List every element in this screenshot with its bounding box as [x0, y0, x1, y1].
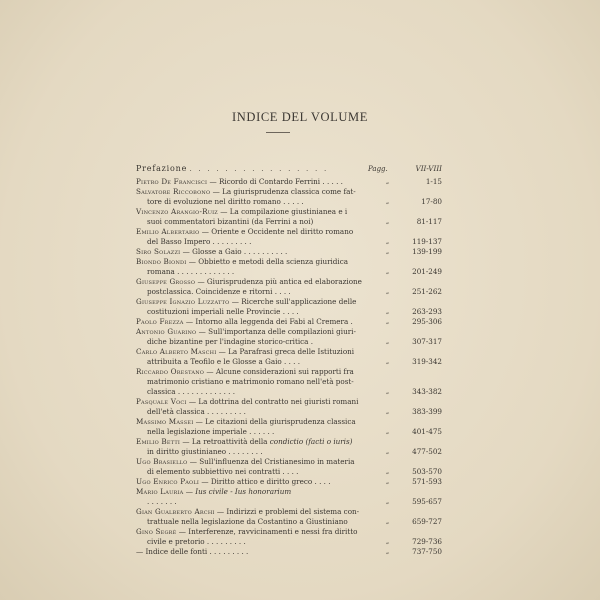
entry-text: costituzioni imperiali nelle Provincie . . . .: [147, 307, 299, 316]
entry-text: — La dottrina del contratto nei giuristi romani: [188, 397, 359, 406]
toc-line: [136, 457, 591, 467]
entry-author: Riccardo Orestano: [136, 367, 205, 376]
toc-entry: [136, 317, 591, 327]
toc-line: [136, 227, 591, 237]
toc-line: [136, 417, 591, 427]
toc-line: [136, 327, 591, 337]
page-ditto-mark: „: [386, 518, 390, 525]
entry-text: del Basso Impero . . . . . . . . .: [147, 237, 252, 246]
toc-line: [136, 397, 591, 407]
toc-entry: [136, 437, 591, 457]
preface-pages: VII-VIII: [415, 164, 442, 173]
toc-line: [136, 237, 591, 247]
entry-author: Ugo Enrico Paoli: [136, 477, 200, 486]
entry-pages: 343-382: [412, 387, 442, 396]
toc-entry: [136, 257, 591, 277]
entry-author: Giuseppe Ignazio Luzzatto: [136, 297, 230, 306]
entry-author: Carlo Alberto Maschi: [136, 347, 217, 356]
entry-text: — Intorno alla leggenda dei Fabi al Cremera .: [185, 317, 353, 326]
entry-text: — La retroattività della: [182, 437, 270, 446]
entry-author: Giuseppe Grosso: [136, 277, 196, 286]
toc-entry: [136, 247, 591, 257]
entry-pages: 595-657: [412, 497, 442, 506]
toc-entry-preface: [136, 164, 591, 174]
entry-text: — Interferenze, ravvicinamenti e nessi fra diritto: [178, 527, 358, 536]
entry-pages: 251-262: [412, 287, 442, 296]
entry-text: romana . . . . . . . . . . . . .: [147, 267, 235, 276]
toc-entry: [136, 507, 591, 527]
entry-text: — Ricordo di Contardo Ferrini . . . . .: [209, 177, 343, 186]
toc-line: [136, 527, 591, 537]
entry-pages: 729-736: [412, 537, 442, 546]
toc-line: [136, 217, 591, 227]
entry-pages: 477-502: [412, 447, 442, 456]
page-ditto-mark: „: [386, 218, 390, 225]
entry-text: — La giurisprudenza classica come fat-: [212, 187, 356, 196]
toc-line: [136, 347, 591, 357]
page-ditto-mark: „: [386, 548, 390, 555]
entry-text: — Ricerche sull'applicazione delle: [231, 297, 357, 306]
entry-author: Gino Segrè: [136, 527, 177, 536]
entry-author: Antonio Guarino: [136, 327, 197, 336]
entry-text: di elemento subbiettivo nei contratti . . . .: [147, 467, 299, 476]
toc-line: [136, 467, 591, 477]
entry-text: dell'età classica . . . . . . . . .: [147, 407, 246, 416]
pagg-label: Pagg.: [368, 165, 388, 173]
entry-pages: 383-399: [412, 407, 442, 416]
entry-text: nella legislazione imperiale . . . . . .: [147, 427, 275, 436]
entry-author: Pasquale Voci: [136, 397, 187, 406]
entry-pages: 307-317: [412, 337, 442, 346]
entry-author: Vincenzo Arangio-Ruiz: [136, 207, 218, 216]
entry-italic-text: Ius civile - Ius honorarium: [195, 487, 292, 496]
entry-text: — Indice delle fonti . . . . . . . . .: [136, 547, 249, 556]
page-ditto-mark: „: [386, 248, 390, 255]
toc-entry: [136, 297, 591, 317]
entry-text: in diritto giustinianeo . . . . . . . .: [147, 447, 263, 456]
page-ditto-mark: „: [386, 308, 390, 315]
entry-text: postclassica. Coincidenze e ritorni . . . .: [147, 287, 291, 296]
entry-text: . . . . . . .: [147, 497, 177, 506]
entry-pages: 319-342: [412, 357, 442, 366]
toc-line: [136, 367, 591, 377]
toc-line: [136, 257, 591, 267]
table-of-contents: [136, 164, 591, 557]
entry-text: — La compilazione giustinianea e i: [220, 207, 348, 216]
entry-pages: 17-80: [421, 197, 442, 206]
entry-author: Biondo Biondi: [136, 257, 187, 266]
entry-text: — Diritto attico e diritto greco . . . .: [201, 477, 331, 486]
toc-line: [136, 307, 591, 317]
preface-dots: . . . . . . . . . . . . . . . .: [189, 164, 329, 173]
toc-entry: [136, 227, 591, 247]
entry-text: civile e pretorio . . . . . . . . .: [147, 537, 246, 546]
entry-pages: 263-293: [412, 307, 442, 316]
toc-line: [136, 437, 591, 447]
entry-author: Emilio Betti: [136, 437, 181, 446]
page-ditto-mark: „: [386, 288, 390, 295]
entry-author: Emilio Albertario: [136, 227, 200, 236]
entry-text: tore di evoluzione nel diritto romano . . . . .: [147, 197, 304, 206]
preface-label: Prefazione: [136, 164, 188, 173]
entry-text: — Alcune considerazioni sui rapporti fra: [206, 367, 354, 376]
entry-pages: 571-593: [412, 477, 442, 486]
page-ditto-mark: „: [386, 538, 390, 545]
page-ditto-mark: „: [386, 338, 390, 345]
page-ditto-mark: „: [386, 388, 390, 395]
page-ditto-mark: „: [386, 448, 390, 455]
toc-line: [136, 447, 591, 457]
entry-text: — Glosse a Gaio . . . . . . . . . .: [182, 247, 288, 256]
toc-entry: [136, 417, 591, 437]
entry-text: — Indirizzi e problemi del sistema con-: [216, 507, 360, 516]
entry-text: diche bizantine per l'indagine storico-critica .: [147, 337, 314, 346]
toc-entry: [136, 347, 591, 367]
page-ditto-mark: „: [386, 358, 390, 365]
toc-entry: [136, 327, 591, 347]
toc-line: [136, 337, 591, 347]
entry-text: — Le citazioni della giurisprudenza classica: [195, 417, 356, 426]
entry-author: Paolo Frezza: [136, 317, 184, 326]
entry-pages: 139-199: [412, 247, 442, 256]
entry-author: Massimo Massei: [136, 417, 194, 426]
entry-author: Siro Solazzi: [136, 247, 181, 256]
toc-line: [136, 357, 591, 367]
toc-line: [136, 177, 591, 187]
entry-italic-text: condictio (facti o iuris): [269, 437, 353, 446]
toc-entry: [136, 547, 591, 557]
entry-text: suoi commentatori bizantini (da Ferrini a noi): [147, 217, 314, 226]
entry-pages: 401-475: [412, 427, 442, 436]
toc-entry: [136, 477, 591, 487]
toc-line: [136, 267, 591, 277]
entry-pages: 119-137: [412, 237, 442, 246]
toc-line: [136, 187, 591, 197]
toc-entries: [136, 177, 591, 557]
toc-line: [136, 497, 591, 507]
toc-line: [136, 297, 591, 307]
page-ditto-mark: „: [386, 498, 390, 505]
page-ditto-mark: „: [386, 428, 390, 435]
entry-pages: 1-15: [425, 177, 442, 186]
toc-line: [136, 247, 591, 257]
page-title: INDICE DEL VOLUME: [232, 110, 368, 124]
title-rule: [266, 132, 290, 133]
toc-entry: [136, 367, 591, 397]
toc-line: [136, 507, 591, 517]
entry-text: — Oriente e Occidente nel diritto romano: [201, 227, 354, 236]
page-ditto-mark: „: [386, 318, 390, 325]
entry-text: classica . . . . . . . . . . . . .: [147, 387, 235, 396]
toc-line: [136, 287, 591, 297]
toc-line: [136, 377, 591, 387]
toc-entry: [136, 277, 591, 297]
toc-line: [136, 387, 591, 397]
page-ditto-mark: „: [386, 198, 390, 205]
entry-author: Ugo Brasiello: [136, 457, 188, 466]
page-ditto-mark: „: [386, 268, 390, 275]
toc-line: [136, 207, 591, 217]
toc-line: [136, 487, 591, 497]
entry-text: — La Parafrasi greca delle Istituzioni: [218, 347, 355, 356]
toc-line: [136, 537, 591, 547]
entry-text: — Sull'importanza delle compilazioni giuri-: [198, 327, 356, 336]
toc-entry: [136, 527, 591, 547]
entry-pages: 737-750: [412, 547, 442, 556]
entry-text: attribuita a Teofilo e le Glosse a Gaio . . . .: [147, 357, 301, 366]
entry-pages: 659-727: [412, 517, 442, 526]
entry-text: — Sull'influenza del Cristianesimo in materia: [189, 457, 355, 466]
entry-author: Gian Gualberto Archi: [136, 507, 215, 516]
page-ditto-mark: „: [386, 478, 390, 485]
toc-line: [136, 547, 591, 557]
entry-text: — Obbietto e metodi della scienza giuridica: [188, 257, 349, 266]
toc-line: [136, 477, 591, 487]
toc-line: [136, 407, 591, 417]
entry-author: Mario Lauria: [136, 487, 184, 496]
page-ditto-mark: „: [386, 408, 390, 415]
toc-line: [136, 197, 591, 207]
toc-entry: [136, 187, 591, 207]
toc-entry: [136, 207, 591, 227]
toc-line: [136, 517, 591, 527]
toc-line: [136, 277, 591, 287]
toc-entry: [136, 487, 591, 507]
page-ditto-mark: „: [386, 468, 390, 475]
entry-pages: 201-249: [412, 267, 442, 276]
entry-pages: 503-570: [412, 467, 442, 476]
entry-text: trattuale nella legislazione da Costantino a Giustiniano: [147, 517, 348, 526]
page-ditto-mark: „: [386, 238, 390, 245]
entry-text: —: [185, 487, 196, 496]
entry-text: — Giurisprudenza più antica ed elaborazione: [197, 277, 362, 286]
toc-entry: [136, 177, 591, 187]
entry-author: Pietro De Francisci: [136, 177, 208, 186]
toc-entry: [136, 457, 591, 477]
entry-text: matrimonio cristiano e matrimonio romano nell'età post-: [147, 377, 354, 386]
toc-line: [136, 427, 591, 437]
toc-entry: [136, 397, 591, 417]
toc-line: [136, 317, 591, 327]
entry-pages: 81-117: [416, 217, 442, 226]
entry-pages: 295-306: [412, 317, 442, 326]
entry-author: Salvatore Riccobono: [136, 187, 211, 196]
page-ditto-mark: „: [386, 178, 390, 185]
